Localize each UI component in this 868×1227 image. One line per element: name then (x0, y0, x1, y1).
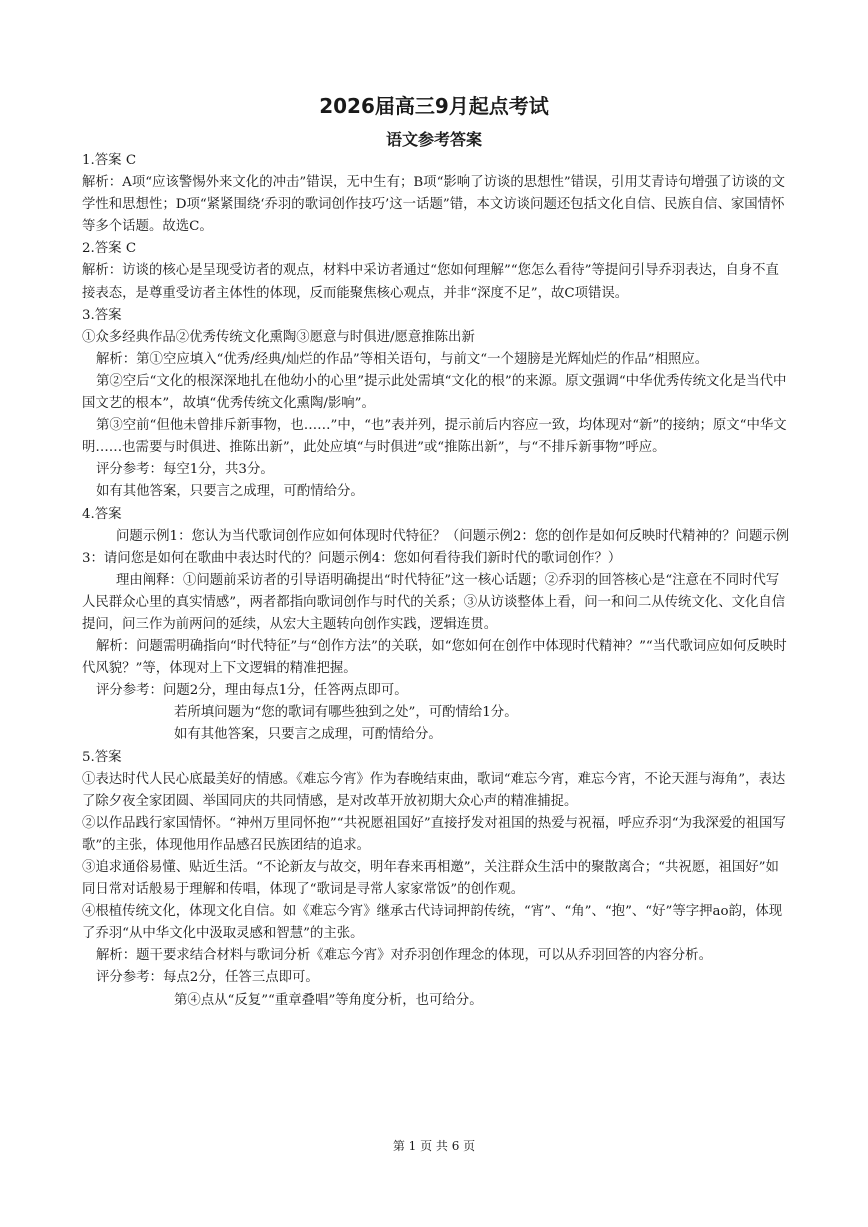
question-5-point-2: ②以作品践行家国情怀。“神州万里同怀抱”“共祝愿祖国好”直接抒发对祖国的热爱与祝福，呼应乔羽“为我深爱的祖国写歌”的主张，体现他用作品感召民族团结的追求。 (82, 815, 786, 853)
question-5-score: 评分参考：每点2分，任答三点即可。 (96, 970, 319, 986)
question-2-heading: 2.答案 C (82, 241, 137, 257)
question-4-section (82, 504, 790, 747)
page-number-footer: 第 1 页 共 6 页 (392, 1139, 476, 1153)
question-5-analysis: 解析：题干要求结合材料与歌词分析《难忘今宵》对乔羽创作理念的体现，可以从乔羽回答的内容分析。 (96, 948, 712, 964)
question-5-extra: 第④点从“反复”“重章叠唱”等角度分析，也可给分。 (174, 992, 483, 1008)
question-2-section (82, 238, 790, 304)
question-3-other: 如有其他答案，只要言之成理，可酌情给分。 (96, 484, 364, 500)
question-1-analysis: 解析：A项“应该警惕外来文化的冲击”错误，无中生有；B项“影响了访谈的思想性”错误，引用艾青诗句增强了访谈的文学性和思想性；D项“紧紧围绕‘乔羽的歌词创作技巧’这一话题”错，本文访谈问题还包括文化自信、民族自信、家国情怀等多个话题。故选C。 (82, 175, 786, 235)
question-3-score: 评分参考：每空1分，共3分。 (96, 462, 274, 478)
question-2-analysis: 解析：访谈的核心是呈现受访者的观点，材料中采访者通过“您如何理解”“您怎么看待”等提问引导乔羽表达，自身不直接表态，是尊重受访者主体性的体现，反而能聚焦核心观点，并非“深度不足”，故C项错误。 (82, 263, 779, 301)
question-5-point-4: ④根植传统文化，体现文化自信。如《难忘今宵》继承古代诗词押韵传统，“宵”、“角”、“抱”、“好”等字押ao韵，体现了乔羽“从中华文化中汲取灵感和智慧”的主张。 (82, 904, 783, 942)
question-3-analysis-2: 第②空后“文化的根深深地扎在他幼小的心里”提示此处需填“文化的根”的来源。原文强调“中华优秀传统文化是当代中国文艺的根本”，故填“优秀传统文化熏陶/影响”。 (82, 373, 787, 412)
question-3-answer: ①众多经典作品②优秀传统文化熏陶③愿意与时俱进/愿意推陈出新 (82, 329, 475, 345)
question-3-section (82, 305, 790, 504)
question-3-heading: 3.答案 (82, 307, 122, 323)
question-4-analysis: 解析：问题需明确指向“时代特征”与“创作方法”的关联，如“您如何在创作中体现时代精神？”“当代歌词应如何反映时代风貌？”等，体现对上下文逻辑的精准把握。 (82, 639, 787, 677)
question-1-heading: 1.答案 C (82, 153, 137, 168)
answer-body (82, 150, 790, 1012)
question-5-section (82, 747, 790, 1012)
question-1-section (82, 150, 790, 238)
question-3-analysis-3: 第③空前“但他未曾排斥新事物，也……”中，“也”表并列，提示前后内容应一致，均体现对“新”的接纳；原文“中华文明……也需要与时俱进、推陈出新”，此处应填“与时俱进”或“推陈出新”，与“不排斥新事物”呼应。 (82, 418, 787, 456)
question-4-extra-1: 若所填问题为“您的歌词有哪些独到之处”，可酌情给1分。 (174, 705, 518, 721)
question-5-point-1: ①表达时代人民心底最美好的情感。《难忘今宵》作为春晚结束曲，歌词“难忘今宵，难忘今宵，不论天涯与海角”，表达了除夕夜全家团圆、举国同庆的共同情感，是对改革开放初期大众心声的精准捕捉。 (82, 771, 786, 809)
document-subtitle: 语文参考答案 (385, 130, 482, 149)
question-5-point-3: ③追求通俗易懂、贴近生活。“不论新友与故交，明年春来再相邀”，关注群众生活中的聚散离合；“共祝愿，祖国好”如同日常对话般易于理解和传唱，体现了“歌词是寻常人家家常饭”的创作观。 (82, 860, 779, 898)
question-4-heading: 4.答案 (82, 506, 122, 522)
document-title: 2026届高三9月起点考试 (319, 94, 549, 118)
question-4-examples: 问题示例1：您认为当代歌词创作应如何体现时代特征？（问题示例2：您的创作是如何反映时代精神的？问题示例3：请问您是如何在歌曲中表达时代的？问题示例4：您如何看待我们新时代的歌词创作？） (82, 528, 790, 566)
question-4-extra-2: 如有其他答案，只要言之成理，可酌情给分。 (174, 727, 442, 743)
question-3-analysis-1: 解析：第①空应填入“优秀/经典/灿烂的作品”等相关语句，与前文“一个翅膀是光辉灿烂的作品”相照应。 (96, 351, 709, 367)
question-4-score: 评分参考：问题2分，理由每点1分，任答两点即可。 (96, 683, 408, 699)
question-4-reason: 理由阐释：①问题前采访者的引导语明确提出“时代特征”这一核心话题；②乔羽的回答核心是“注意在不同时代写人民群众心里的真实情感”，两者都指向歌词创作与时代的关系；③从访谈整体上看，问一和问二从传统文化、文化自信提问，问三作为前两问的延续，从宏大主题转向创作实践，逻辑连贯。 (82, 572, 786, 632)
question-5-heading: 5.答案 (82, 749, 122, 765)
